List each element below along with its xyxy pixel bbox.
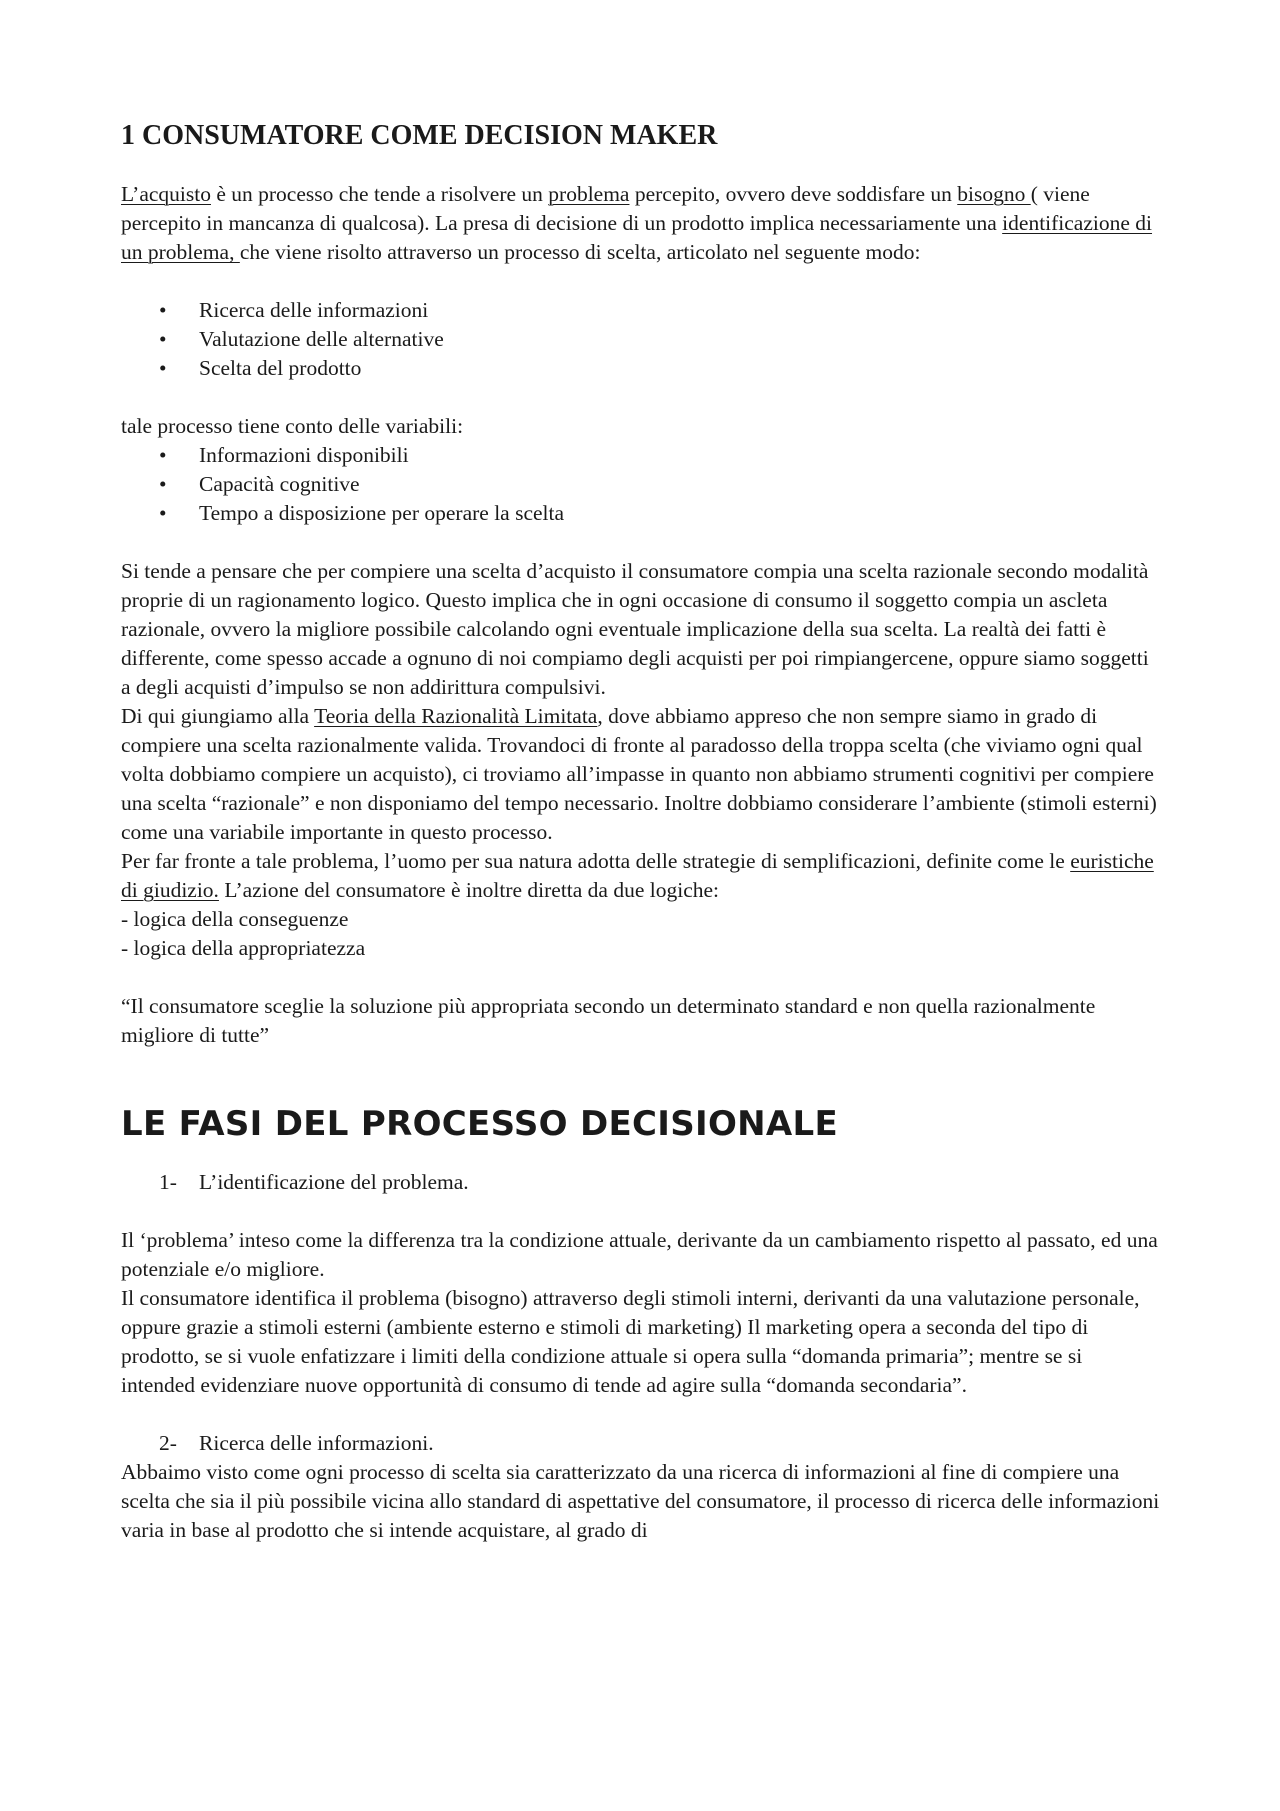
quote-paragraph: “Il consumatore sceglie la soluzione più appropriata secondo un determinato standard e non quella razionalmente migliore di tutte” xyxy=(121,994,1096,1047)
intro-text-2: percepito, ovvero deve soddisfare un xyxy=(629,182,958,206)
list-item: • Scelta del prodotto xyxy=(121,354,1161,383)
document-title: 1 CONSUMATORE COME DECISION MAKER xyxy=(121,120,718,151)
term-razionalita-limitata: Teoria della Razionalità Limitata xyxy=(314,704,598,728)
phase-2-heading xyxy=(121,1429,1161,1458)
heuristics-paragraph: Per far fronte a tale problema, l’uomo per sua natura adotta delle strategie di semplificazioni, definite come le euristiche di giudizio. L’azione del consumatore è inoltre diretta da due logiche: xyxy=(121,849,1154,902)
phase-1-paragraph-1: Il ‘problema’ inteso come la differenza tra la condizione attuale, derivante da un cambiamento rispetto al passato, ed una potenziale e/o migliore. xyxy=(121,1228,1158,1281)
bullet: • xyxy=(159,327,167,351)
phase-1-heading xyxy=(121,1168,1161,1197)
logic-item: - logica della conseguenze xyxy=(121,907,349,931)
bounded-rationality-paragraph: Di qui giungiamo alla Teoria della Razionalità Limitata, dove abbiamo appreso che non sempre siamo in grado di compiere una scelta razionalmente valida. Trovandoci di fronte al paradosso della troppa scelta (che viviamo ogni qual volta dobbiamo compiere un acquisto), ci troviamo all’impasse in quanto non abbiamo strumenti cognitivi per compiere una scelta “razionale” e non disponiamo del tempo necessario. Inoltre dobbiamo considerare l’ambiente (stimoli esterni) come una variabile importante in questo processo. xyxy=(121,704,1157,844)
list-item: 1- L’identificazione del problema. xyxy=(159,1170,469,1194)
list-item: • Informazioni disponibili xyxy=(121,441,1161,470)
term-identificazione: identificazione di un problema, xyxy=(121,211,1153,264)
term-bisogno: bisogno xyxy=(957,182,1031,206)
bullet: • xyxy=(159,443,167,467)
list-item: • Ricerca delle informazioni xyxy=(121,296,1161,325)
logic-item: - logica della appropriatezza xyxy=(121,936,366,960)
list-item: • Tempo a disposizione per operare la scelta xyxy=(121,499,1161,528)
intro-text-4: che viene risolto attraverso un processo di scelta, articolato nel seguente modo: xyxy=(239,240,921,264)
list-item: 2- Ricerca delle informazioni. xyxy=(159,1431,434,1455)
decision-steps-list xyxy=(121,296,1161,383)
bullet: • xyxy=(159,501,167,525)
section-title: LE FASI DEL PROCESSO DECISIONALE xyxy=(121,1104,839,1144)
term-problema: problema xyxy=(548,182,630,206)
phase-2-paragraph-1: Abbaimo visto come ogni processo di scelta sia caratterizzato da una ricerca di informazioni al fine di compiere una scelta che sia il più possibile vicina allo standard di aspettative del consumatore, il processo di ricerca delle informazioni varia in base al prodotto che si intende acquistare, al grado di xyxy=(121,1460,1160,1542)
phase-1-paragraph-2: Il consumatore identifica il problema (bisogno) attraverso degli stimoli interni, derivanti da una valutazione personale, oppure grazie a stimoli esterni (ambiente esterno e stimoli di marketing) Il marketing opera a seconda del tipo di prodotto, se si vuole enfatizzare i limiti della condizione attuale si opera sulla “domanda primaria”; mentre se si intended evidenziare nuove opportunità di consumo di tende ad agire sulla “domanda secondaria”. xyxy=(121,1286,1140,1397)
intro-text-3: ( viene percepito in mancanza di qualcosa). La presa di decisione di un prodotto implica necessariamente una xyxy=(121,182,1090,235)
list-item: • Capacità cognitive xyxy=(121,470,1161,499)
intro-paragraph xyxy=(121,180,1161,267)
variables-list xyxy=(121,441,1161,528)
bullet: • xyxy=(159,356,167,380)
bullet: • xyxy=(159,472,167,496)
bullet: • xyxy=(159,298,167,322)
variables-intro: tale processo tiene conto delle variabili: xyxy=(121,414,464,438)
list-item: • Valutazione delle alternative xyxy=(121,325,1161,354)
rational-choice-paragraph: Si tende a pensare che per compiere una scelta d’acquisto il consumatore compia una scelta razionale secondo modalità proprie di un ragionamento logico. Questo implica che in ogni occasione di consumo il soggetto compia un ascleta razionale, ovvero la migliore possibile calcolando ogni eventuale implicazione della sua scelta. La realtà dei fatti è differente, come spesso accade a ognuno di noi compiamo degli acquisti per poi rimpiangercene, oppure siamo soggetti a degli acquisti d’impulso se non addirittura compulsivi. xyxy=(121,559,1149,699)
term-acquisto: L’acquisto xyxy=(121,182,211,206)
document-page xyxy=(121,118,1161,1545)
term-euristiche: euristiche di giudizio. xyxy=(121,849,1154,902)
intro-text-1: è un processo che tende a risolvere un xyxy=(210,182,549,206)
